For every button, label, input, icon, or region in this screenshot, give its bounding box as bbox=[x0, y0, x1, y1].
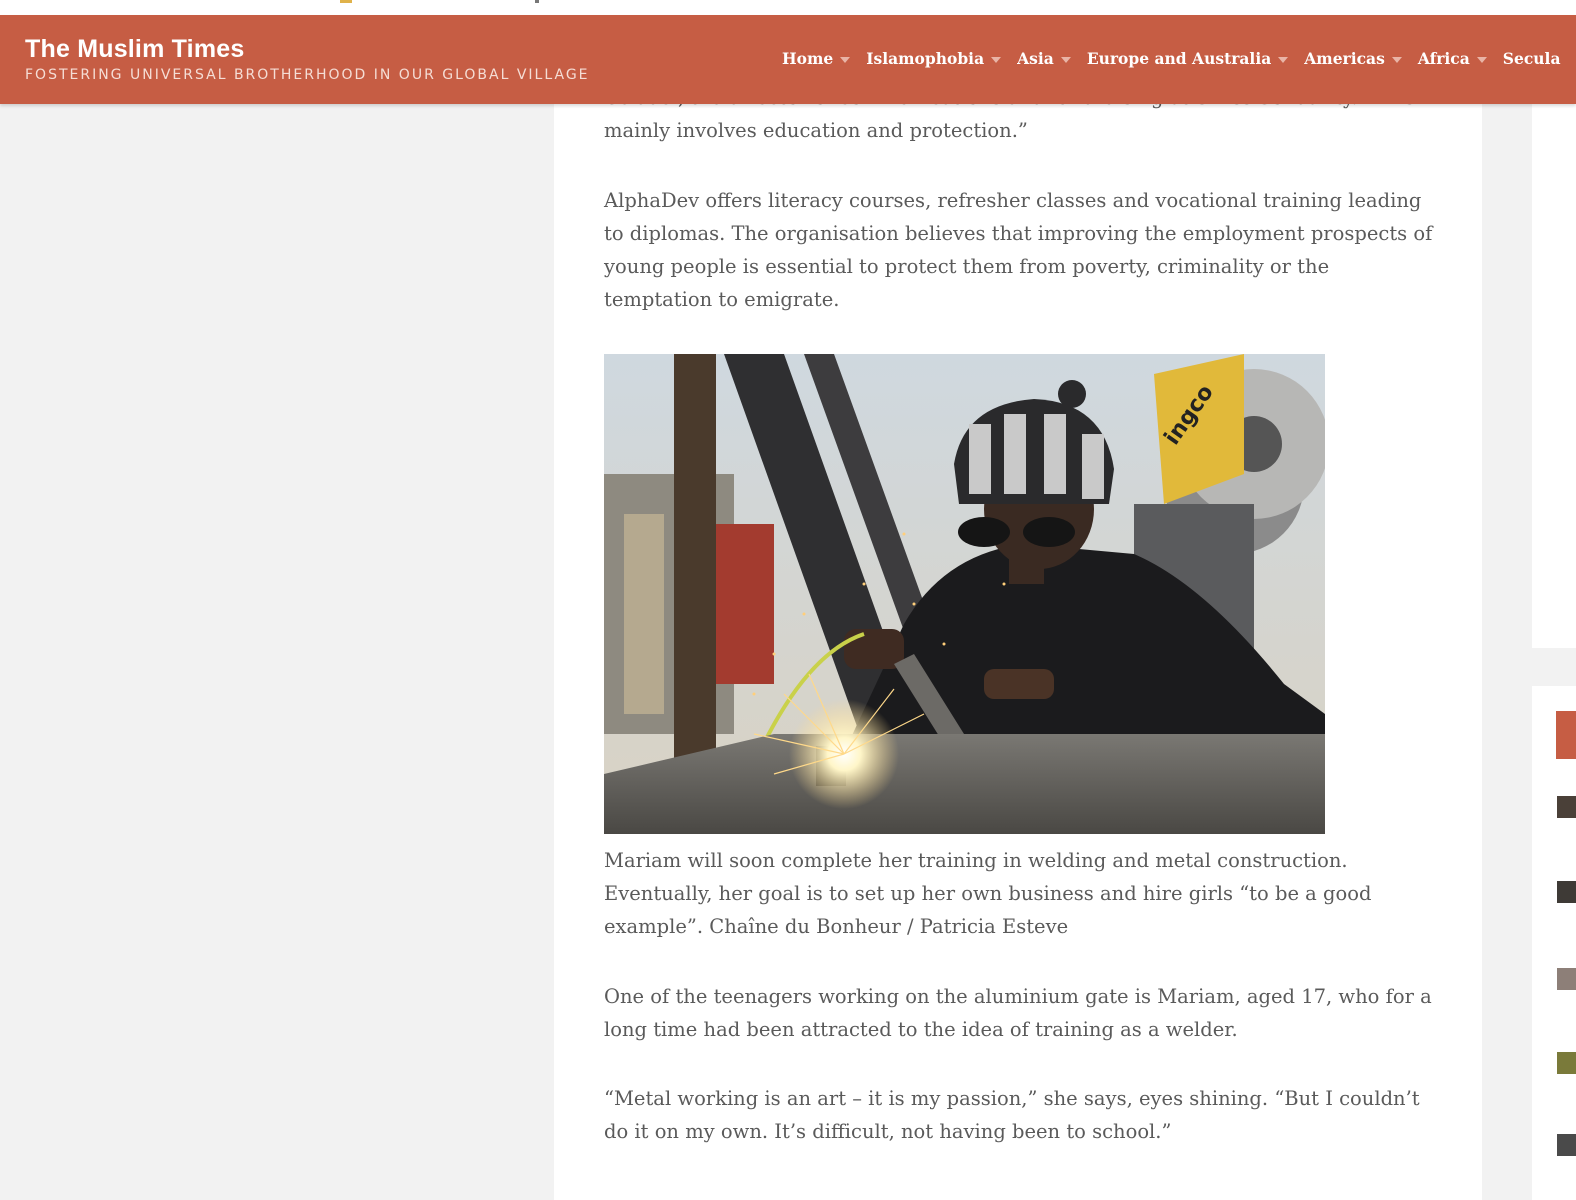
site-header bbox=[0, 15, 1576, 104]
welder-photo-illustration bbox=[604, 354, 1325, 834]
chevron-down-icon bbox=[1278, 57, 1288, 63]
nav-label: Secula bbox=[1502, 49, 1561, 68]
sidebar-thumbnail[interactable] bbox=[1557, 1134, 1576, 1156]
nav-label: Home bbox=[782, 49, 834, 68]
saw-brand-label: ingco bbox=[1159, 380, 1219, 450]
paragraph-visible-line: mainly involves education and protection.” bbox=[604, 119, 1028, 142]
chevron-down-icon bbox=[1477, 57, 1487, 63]
nav-label: Africa bbox=[1417, 49, 1470, 68]
main-nav bbox=[782, 49, 1576, 71]
sidebar-thumbnail[interactable] bbox=[1557, 1052, 1576, 1074]
article-paragraph-alphadev: AlphaDev offers literacy courses, refresher classes and vocational training leading to diplomas. The organisation believes that improving the employment prospects of young people is essential to protect them from poverty, criminality or the temptation to emigrate. bbox=[604, 189, 1433, 311]
nav-item-asia[interactable] bbox=[1017, 49, 1071, 68]
right-sidebar bbox=[1532, 0, 1576, 1200]
photo-caption: Mariam will soon complete her training in welding and metal construction. Eventually, her goal is to set up her own business and hire girls “to be a good example”. Chaîne du Bonheur / Patricia Esteve bbox=[604, 849, 1372, 938]
sidebar-thumbnail[interactable] bbox=[1557, 968, 1576, 990]
chevron-down-icon bbox=[1061, 57, 1071, 63]
nav-item-americas[interactable] bbox=[1304, 49, 1402, 68]
site-title[interactable]: The Muslim Times bbox=[25, 35, 245, 63]
nav-item-europe-australia[interactable] bbox=[1087, 49, 1288, 68]
sidebar-widget-recent bbox=[1532, 686, 1576, 1200]
sidebar-widget-header bbox=[1556, 711, 1576, 759]
nav-label: Europe and Australia bbox=[1086, 49, 1272, 68]
nav-item-islamophobia[interactable] bbox=[866, 49, 1001, 68]
nav-item-africa[interactable] bbox=[1418, 49, 1487, 68]
article-content bbox=[554, 0, 1482, 1200]
chevron-down-icon bbox=[840, 57, 850, 63]
sidebar-thumbnail[interactable] bbox=[1557, 881, 1576, 903]
article-paragraph-quote: “Metal working is an art – it is my passion,” she says, eyes shining. “But I couldn’t do it on my own. It’s difficult, not having been to school.” bbox=[604, 1087, 1420, 1143]
nav-item-secular[interactable] bbox=[1503, 49, 1561, 68]
article-paragraph-mariam: One of the teenagers working on the aluminium gate is Mariam, aged 17, who for a long time had been attracted to the idea of training as a welder. bbox=[604, 985, 1432, 1041]
nav-label: Americas bbox=[1304, 49, 1385, 68]
nav-item-home[interactable] bbox=[782, 49, 850, 68]
nav-label: Islamophobia bbox=[866, 49, 985, 68]
sidebar-thumbnail[interactable] bbox=[1557, 796, 1576, 818]
chevron-down-icon bbox=[1392, 57, 1402, 63]
nav-label: Asia bbox=[1017, 49, 1054, 68]
site-tagline: FOSTERING UNIVERSAL BROTHERHOOD IN OUR GLOBAL VILLAGE bbox=[25, 67, 590, 83]
article-photo-welder[interactable] bbox=[604, 354, 1325, 834]
chevron-down-icon bbox=[991, 57, 1001, 63]
